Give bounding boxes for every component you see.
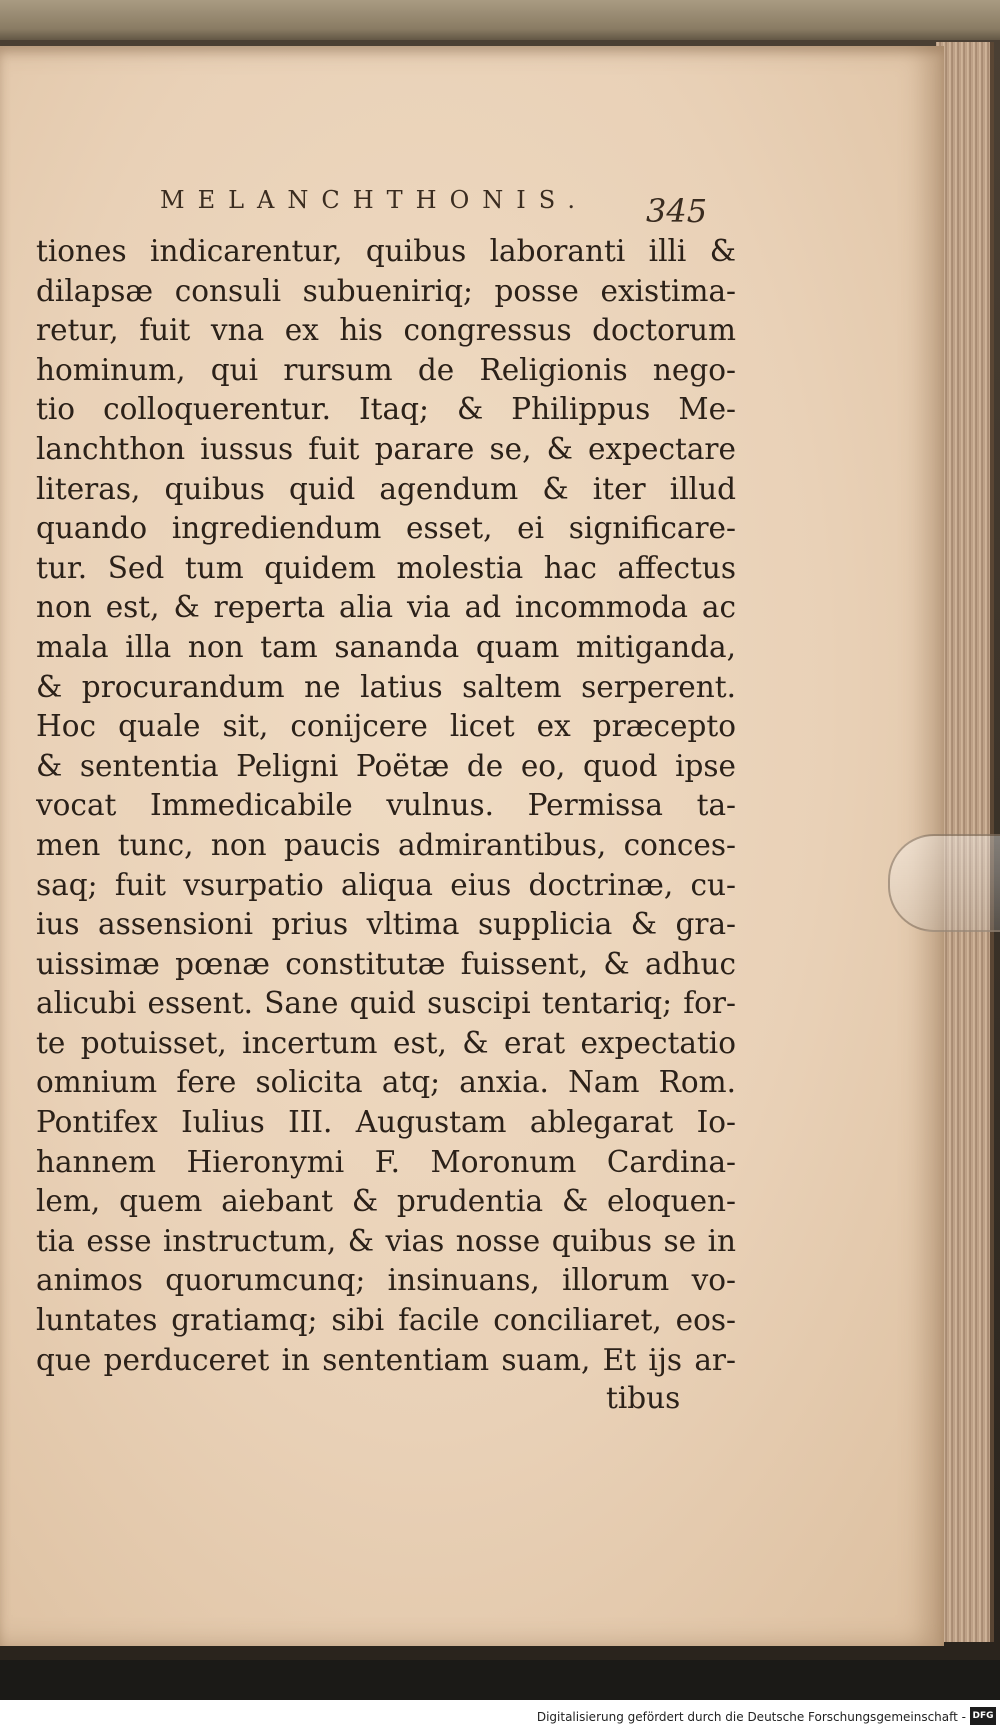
dfg-logo: DFG bbox=[970, 1707, 996, 1725]
text-line: uissimæ pœnæ constitutæ fuissent, & adhuc bbox=[36, 946, 736, 981]
text-line: Hoc quale sit, conijcere licet ex præcepto bbox=[36, 709, 736, 744]
text-line: retur, fuit vna ex his congressus doctorum bbox=[36, 313, 736, 348]
text-line: men tunc, non paucis admirantibus, conces- bbox=[36, 827, 736, 862]
body-text bbox=[36, 232, 736, 1380]
text-line: quando ingrediendum esset, ei significare- bbox=[36, 511, 736, 546]
text-line: mala illa non tam sananda quam mitiganda, bbox=[36, 629, 736, 664]
text-line: luntates gratiamq; sibi facile conciliaret, eos- bbox=[36, 1303, 736, 1338]
text-line: vocat Immedicabile vulnus. Permissa ta- bbox=[36, 788, 736, 823]
text-line: omnium fere solicita atq; anxia. Nam Rom. bbox=[36, 1065, 736, 1100]
page-clip bbox=[888, 834, 1000, 932]
text-line: que perduceret in sententiam suam, Et ijs ar- bbox=[36, 1342, 736, 1377]
text-line: alicubi essent. Sane quid suscipi tentariq; for- bbox=[36, 986, 736, 1021]
text-line: hominum, qui rursum de Religionis nego- bbox=[36, 352, 736, 387]
text-line: tur. Sed tum quidem molestia hac affectus bbox=[36, 550, 736, 585]
catchword: tibus bbox=[606, 1381, 681, 1415]
text-line: literas, quibus quid agendum & iter illud bbox=[36, 471, 736, 506]
text-line: tiones indicarentur, quibus laboranti illi & bbox=[36, 234, 736, 268]
page-number: 345 bbox=[646, 192, 708, 230]
text-line: te potuisset, incertum est, & erat expectatio bbox=[36, 1025, 736, 1060]
text-line: dilapsæ consuli subueniriq; posse existima- bbox=[36, 273, 736, 308]
text-line: hannem Hieronymi F. Moronum Cardina- bbox=[36, 1144, 736, 1179]
text-line: ius assensioni prius vltima supplicia & gra- bbox=[36, 907, 736, 942]
text-line: Pontifex Iulius III. Augustam ablegarat Io- bbox=[36, 1105, 736, 1140]
text-line: tio colloquerentur. Itaq; & Philippus Me- bbox=[36, 392, 736, 427]
funding-credit: Digitalisierung gefördert durch die Deutsche Forschungsgemeinschaft - bbox=[536, 1710, 966, 1724]
text-line: saq; fuit vsurpatio aliqua eius doctrinæ, cu- bbox=[36, 867, 736, 902]
book-page bbox=[0, 46, 944, 1646]
text-line: animos quorumcunq; insinuans, illorum vo- bbox=[36, 1263, 736, 1298]
text-line: lem, quem aiebant & prudentia & eloquen- bbox=[36, 1184, 736, 1219]
footer-bar bbox=[0, 1700, 1000, 1732]
text-line: & sententia Peligni Poëtæ de eo, quod ipse bbox=[36, 748, 736, 783]
text-line: non est, & reperta alia via ad incommoda ac bbox=[36, 590, 736, 625]
text-line: lanchthon iussus fuit parare se, & expectare bbox=[36, 431, 736, 466]
running-title: MELANCHTHONIS. bbox=[160, 186, 588, 214]
text-line: & procurandum ne latius saltem serperent. bbox=[36, 669, 736, 704]
text-line: tia esse instructum, & vias nosse quibus se in bbox=[36, 1223, 736, 1258]
